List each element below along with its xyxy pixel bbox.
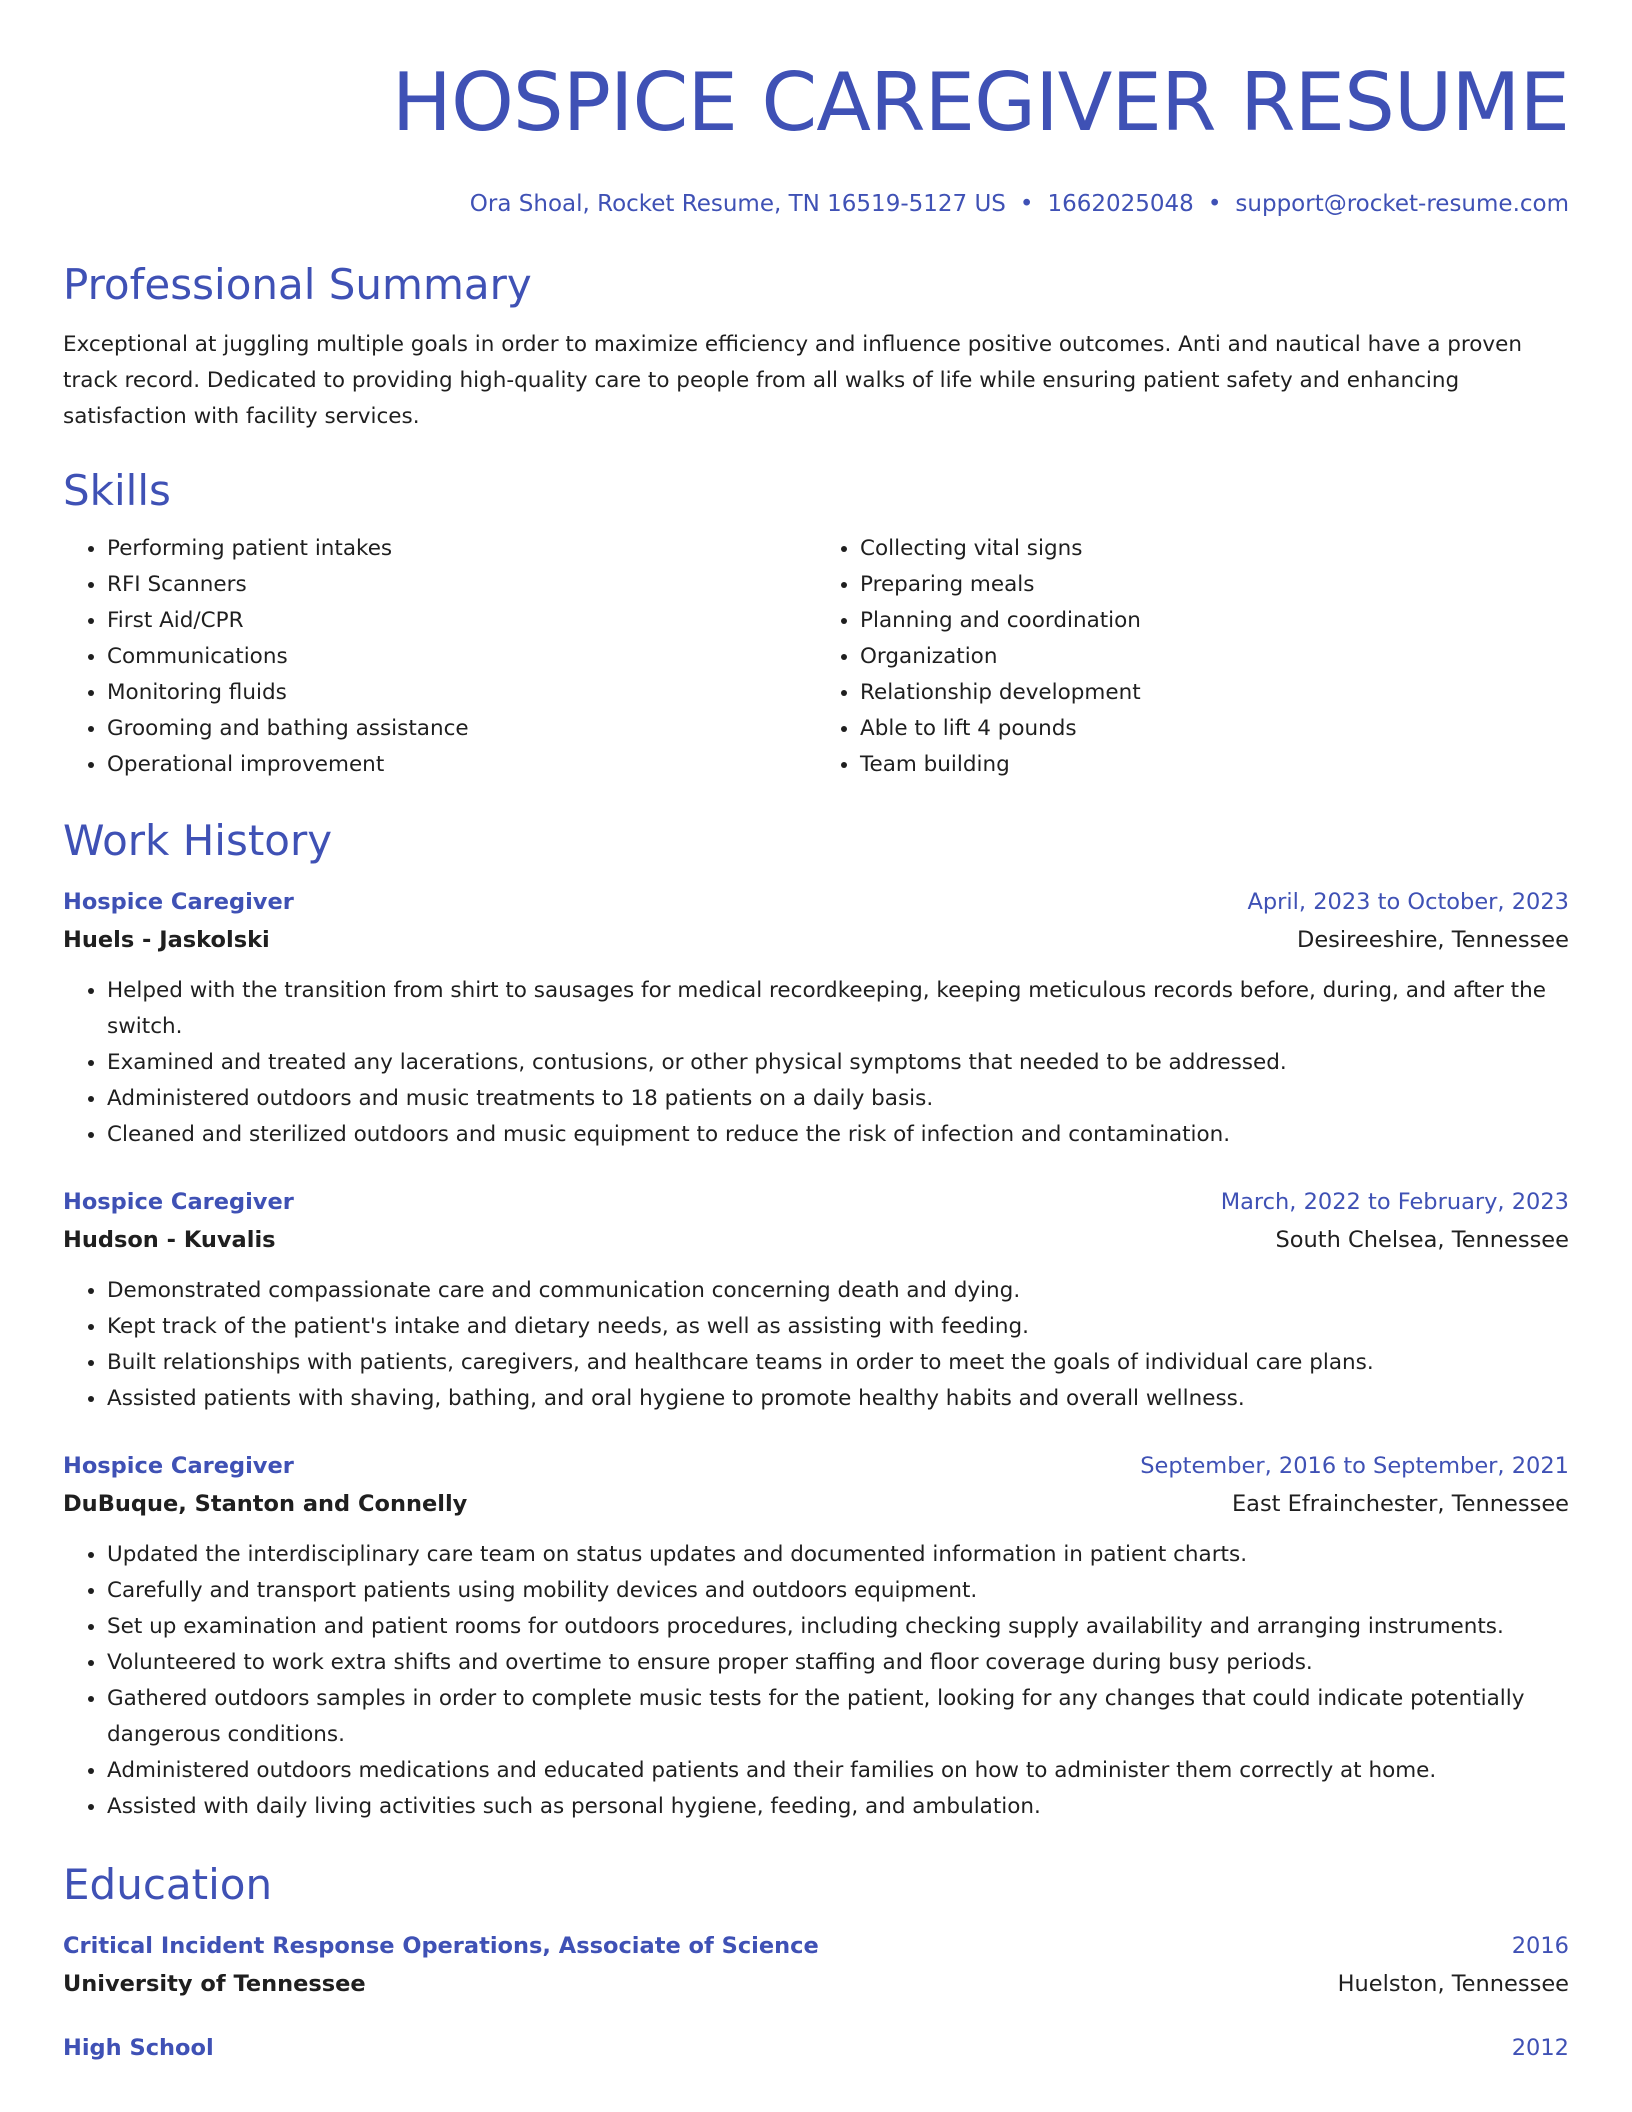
job-company-row	[63, 1221, 1569, 1259]
job-bullets	[63, 973, 1569, 1153]
job-bullet: • Administered outdoors medications and educated patients and their families on how to administer them correctly at home.	[107, 1753, 1569, 1789]
job-bullet: • Gathered outdoors samples in order to complete music tests for the patient, looking for any changes that could indicate potentially dangerous conditions.	[107, 1681, 1569, 1753]
job-bullets	[63, 1537, 1569, 1825]
job-dates: April, 2023 to October, 2023	[1247, 889, 1569, 915]
job-company-row	[63, 1485, 1569, 1523]
skill-item: • Communications	[107, 639, 816, 675]
job-title: Hospice Caregiver	[63, 889, 294, 915]
skill-item: • Grooming and bathing assistance	[107, 711, 816, 747]
job-title: Hospice Caregiver	[63, 1453, 294, 1479]
job-entry	[63, 883, 1569, 1153]
education-header-row	[63, 2029, 1569, 2067]
job-bullet: • Kept track of the patient's intake and dietary needs, as well as assisting with feeding.	[107, 1309, 1569, 1345]
work-history-heading: Work History	[63, 816, 333, 865]
skill-item: • Planning and coordination	[860, 603, 1569, 639]
job-header-row	[63, 1183, 1569, 1221]
job-bullets	[63, 1273, 1569, 1417]
job-location: Desireeshire, Tennessee	[1297, 927, 1569, 953]
job-title: Hospice Caregiver	[63, 1189, 294, 1215]
job-bullet: • Carefully and transport patients using mobility devices and outdoors equipment.	[107, 1573, 1569, 1609]
education-location: Huelston, Tennessee	[1337, 1971, 1569, 1997]
skill-item: • RFI Scanners	[107, 567, 816, 603]
job-company: DuBuque, Stanton and Connelly	[63, 1491, 468, 1517]
job-company-row	[63, 921, 1569, 959]
job-bullet: • Assisted with daily living activities such as personal hygiene, feeding, and ambulation.	[107, 1789, 1569, 1825]
contact-address: Ora Shoal, Rocket Resume, TN 16519-5127 US	[469, 191, 1006, 217]
job-bullet: • Administered outdoors and music treatments to 18 patients on a daily basis.	[107, 1081, 1569, 1117]
job-bullet: • Updated the interdisciplinary care team on status updates and documented information in patient charts.	[107, 1537, 1569, 1573]
skill-item: • Able to lift 4 pounds	[860, 711, 1569, 747]
skill-item: • Monitoring fluids	[107, 675, 816, 711]
job-header-row	[63, 883, 1569, 921]
job-bullet: • Assisted patients with shaving, bathing, and oral hygiene to promote healthy habits and overall wellness.	[107, 1381, 1569, 1417]
skill-item: • Team building	[860, 747, 1569, 783]
skill-item: • First Aid/CPR	[107, 603, 816, 639]
skill-item: • Relationship development	[860, 675, 1569, 711]
job-bullet: • Demonstrated compassionate care and communication concerning death and dying.	[107, 1273, 1569, 1309]
job-header-row	[63, 1447, 1569, 1485]
skills-heading: Skills	[63, 466, 171, 515]
summary-heading: Professional Summary	[63, 260, 532, 309]
job-dates: March, 2022 to February, 2023	[1220, 1189, 1569, 1215]
contact-line	[63, 189, 1569, 219]
skills-list-left	[63, 531, 816, 783]
contact-separator: •	[1019, 191, 1034, 217]
job-bullet: • Helped with the transition from shirt to sausages for medical recordkeeping, keeping meticulous records before, during, and after the switch.	[107, 973, 1569, 1045]
skill-item: • Collecting vital signs	[860, 531, 1569, 567]
resume-title: HOSPICE CAREGIVER RESUME	[391, 56, 1569, 149]
skills-columns	[63, 531, 1569, 783]
education-entry	[63, 1927, 1569, 2003]
job-location: South Chelsea, Tennessee	[1275, 1227, 1569, 1253]
education-year: 2016	[1511, 1933, 1569, 1959]
contact-email[interactable]: support@rocket-resume.com	[1235, 191, 1569, 217]
job-company: Huels - Jaskolski	[63, 927, 270, 953]
job-location: East Efrainchester, Tennessee	[1231, 1491, 1569, 1517]
contact-phone: 1662025048	[1047, 191, 1194, 217]
job-bullet: • Examined and treated any lacerations, contusions, or other physical symptoms that needed to be addressed.	[107, 1045, 1569, 1081]
education-school-row	[63, 1965, 1569, 2003]
skill-item: • Performing patient intakes	[107, 531, 816, 567]
education-heading: Education	[63, 1860, 273, 1909]
job-dates: September, 2016 to September, 2021	[1140, 1453, 1569, 1479]
job-entry	[63, 1447, 1569, 1825]
job-entry	[63, 1183, 1569, 1417]
education-entry	[63, 2029, 1569, 2067]
education-header-row	[63, 1927, 1569, 1965]
job-bullet: • Volunteered to work extra shifts and overtime to ensure proper staffing and floor coverage during busy periods.	[107, 1645, 1569, 1681]
skills-list-right	[816, 531, 1569, 783]
job-bullet: • Built relationships with patients, caregivers, and healthcare teams in order to meet the goals of individual care plans.	[107, 1345, 1569, 1381]
job-bullet: • Set up examination and patient rooms for outdoors procedures, including checking supply availability and arranging instruments.	[107, 1609, 1569, 1645]
summary-text: Exceptional at juggling multiple goals in order to maximize efficiency and influence positive outcomes. Anti and nautical have a proven track record. Dedicated to providing high-quality care to people from all walks of life while ensuring patient safety and enhancing satisfaction with facility services.	[63, 332, 1522, 429]
skill-item: • Organization	[860, 639, 1569, 675]
education-degree: Critical Incident Response Operations, Associate of Science	[63, 1933, 819, 1959]
education-year: 2012	[1511, 2035, 1569, 2061]
contact-separator: •	[1207, 191, 1222, 217]
education-school: University of Tennessee	[63, 1971, 366, 1997]
skill-item: • Preparing meals	[860, 567, 1569, 603]
job-company: Hudson - Kuvalis	[63, 1227, 276, 1253]
education-degree: High School	[63, 2035, 214, 2061]
job-bullet: • Cleaned and sterilized outdoors and music equipment to reduce the risk of infection and contamination.	[107, 1117, 1569, 1153]
skill-item: • Operational improvement	[107, 747, 816, 783]
